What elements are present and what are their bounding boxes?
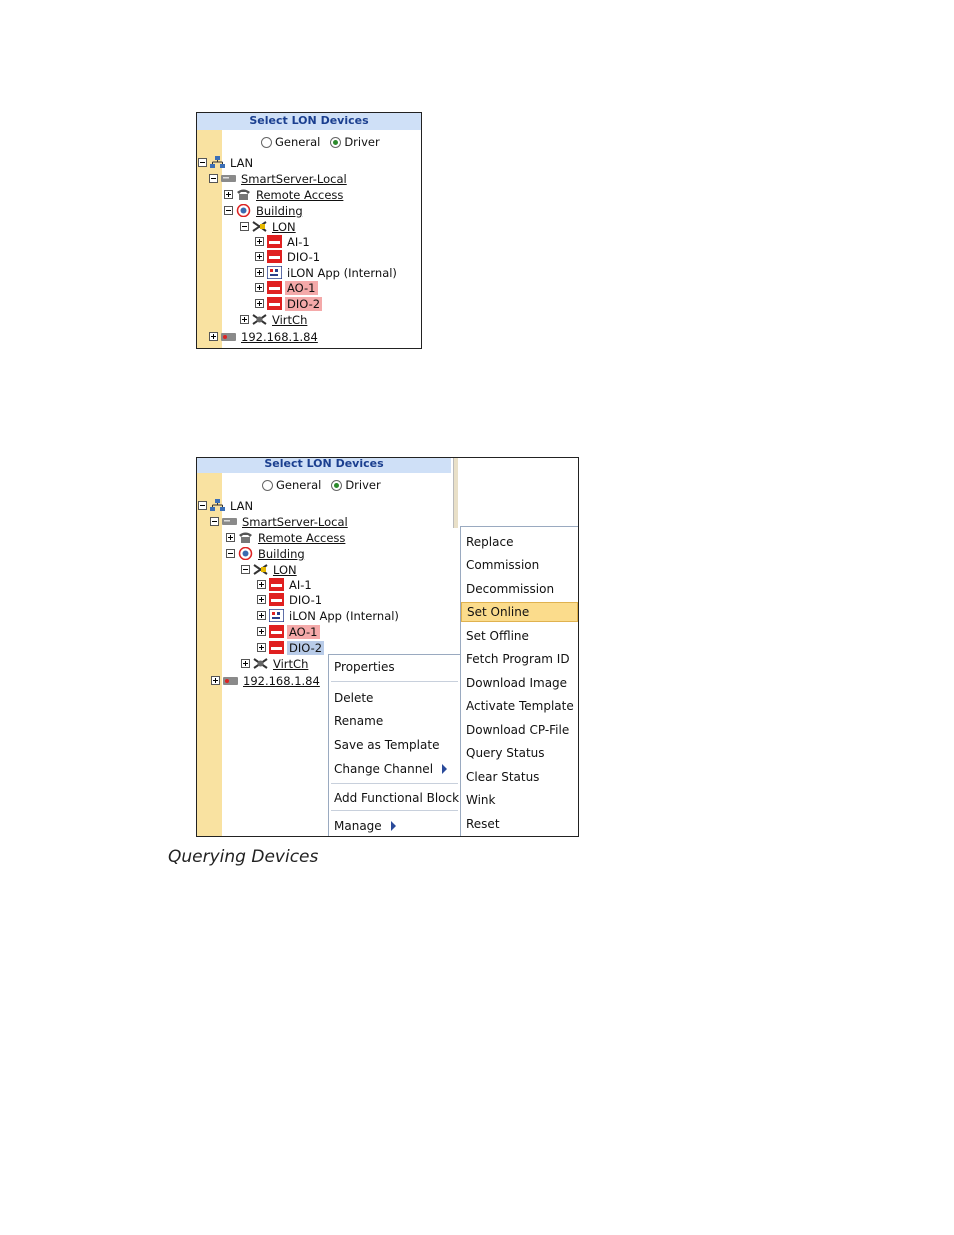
tree-label[interactable]: AO-1 (287, 280, 316, 295)
expand-toggle[interactable] (211, 676, 220, 685)
expand-toggle[interactable] (224, 190, 233, 199)
menu-item-set-offline[interactable]: Set Offline (466, 629, 529, 643)
radio-driver[interactable] (330, 135, 379, 149)
tree-node-lan[interactable] (198, 498, 255, 513)
tree-label[interactable]: LON (272, 219, 296, 234)
expand-toggle[interactable] (255, 252, 264, 261)
tree-node-dio2[interactable] (257, 640, 324, 655)
mode-radio-group (261, 135, 380, 149)
expand-toggle[interactable] (257, 627, 266, 636)
figure-caption: Querying Devices (168, 847, 319, 867)
tree-node-dio1[interactable] (257, 592, 324, 607)
tree-label[interactable]: iLON App (Internal) (287, 265, 397, 280)
tree-label[interactable]: DIO-2 (287, 296, 321, 311)
tree-label[interactable]: DIO-2 (289, 640, 323, 655)
tree-label[interactable]: DIO-1 (287, 249, 321, 264)
tree-label[interactable]: AI-1 (287, 234, 310, 249)
device-icon (267, 235, 282, 248)
tree-node-lan[interactable] (198, 155, 255, 170)
menu-item-commission[interactable]: Commission (466, 558, 540, 572)
menu-separator (331, 681, 458, 682)
radio-general-circle[interactable] (261, 137, 272, 148)
tree-label[interactable]: AI-1 (289, 577, 312, 592)
menu-item-change-channel[interactable] (329, 759, 460, 779)
tree-node-ilon-app[interactable] (257, 608, 401, 623)
tree-label[interactable]: DIO-1 (289, 592, 323, 607)
building-icon (236, 204, 251, 217)
tree-node-ip[interactable] (211, 673, 322, 688)
device-icon (267, 250, 282, 263)
network-icon (210, 156, 225, 169)
tree-node-ao1[interactable] (257, 624, 320, 639)
server-icon (221, 172, 236, 185)
menu-separator (331, 810, 458, 811)
device-icon (269, 625, 284, 638)
panel-header: Select LON Devices (197, 457, 451, 473)
expand-toggle[interactable] (257, 595, 266, 604)
tree-label[interactable]: 192.168.1.84 (241, 329, 318, 344)
radio-driver-circle[interactable] (331, 480, 342, 491)
tree-node-ao1[interactable] (255, 280, 318, 295)
collapse-toggle[interactable] (209, 174, 218, 183)
device-icon (269, 641, 284, 654)
submenu-arrow-icon (391, 821, 396, 831)
menu-item-clear-status[interactable]: Clear Status (466, 770, 540, 784)
phone-icon (236, 188, 251, 201)
radio-general-label: General (275, 135, 321, 149)
menu-item-manage[interactable] (329, 816, 460, 836)
tree-label[interactable]: LAN (230, 498, 254, 513)
radio-driver[interactable] (331, 478, 380, 492)
virtual-channel-icon (252, 313, 267, 326)
tree-node-virtch[interactable] (240, 312, 309, 327)
tree-node-ip[interactable] (209, 329, 320, 344)
expand-toggle[interactable] (209, 332, 218, 341)
app-icon (267, 266, 282, 279)
submenu-arrow-icon (442, 764, 447, 774)
tree-label[interactable]: Remote Access (256, 187, 344, 202)
expand-toggle[interactable] (255, 237, 264, 246)
tree-label[interactable]: Building (256, 203, 303, 218)
virtual-channel-icon (253, 657, 268, 670)
expand-toggle[interactable] (226, 533, 235, 542)
menu-item-reset[interactable]: Reset (466, 817, 500, 831)
tree-label[interactable]: AO-1 (289, 624, 318, 639)
menu-item-properties[interactable]: Properties (334, 660, 395, 674)
tree-gutter (197, 113, 222, 348)
expand-toggle[interactable] (255, 268, 264, 277)
menu-item-label: Change Channel (334, 762, 434, 776)
server-icon (221, 330, 236, 343)
tree-label[interactable]: LAN (230, 155, 254, 170)
radio-driver-circle[interactable] (330, 137, 341, 148)
device-icon (267, 297, 282, 310)
server-icon (223, 674, 238, 687)
collapse-toggle[interactable] (241, 565, 250, 574)
tree-label[interactable]: VirtCh (272, 312, 308, 327)
menu-item-download-image[interactable]: Download Image (466, 676, 568, 690)
radio-general[interactable] (261, 135, 320, 149)
expand-toggle[interactable] (257, 580, 266, 589)
tree-node-building[interactable] (224, 203, 305, 218)
expand-toggle[interactable] (241, 659, 250, 668)
menu-item-save-as-template[interactable]: Save as Template (334, 738, 440, 752)
tree-label[interactable]: Remote Access (258, 530, 346, 545)
collapse-toggle[interactable] (224, 206, 233, 215)
tree-label[interactable]: 192.168.1.84 (243, 673, 320, 688)
tree-label[interactable]: iLON App (Internal) (289, 608, 399, 623)
mode-radio-group (262, 478, 381, 492)
menu-item-rename[interactable]: Rename (334, 714, 384, 728)
tree-node-remote-access[interactable] (224, 187, 345, 202)
expand-toggle[interactable] (257, 643, 266, 652)
radio-driver-label: Driver (345, 478, 381, 492)
expand-toggle[interactable] (240, 315, 249, 324)
expand-toggle[interactable] (255, 283, 264, 292)
menu-item-set-online[interactable]: Set Online (461, 602, 578, 622)
tree-panel-top (196, 112, 422, 349)
panel-header: Select LON Devices (197, 113, 421, 130)
tree-label[interactable]: LON (273, 562, 297, 577)
tree-node-dio1[interactable] (255, 249, 322, 264)
menu-item-add-functional-block[interactable]: Add Functional Block (334, 791, 460, 805)
tree-node-lon[interactable] (240, 219, 298, 234)
menu-item-query-status[interactable]: Query Status (466, 746, 545, 760)
radio-driver-label: Driver (344, 135, 380, 149)
tree-node-virtch[interactable] (241, 656, 310, 671)
menu-item-decommission[interactable]: Decommission (466, 582, 555, 596)
tree-label[interactable]: VirtCh (273, 656, 309, 671)
tree-panel-bottom (196, 457, 579, 837)
tree-node-lon[interactable] (241, 562, 299, 577)
tree-node-dio2[interactable] (255, 296, 322, 311)
tree-label[interactable]: SmartServer-Local (241, 171, 347, 186)
expand-toggle[interactable] (257, 611, 266, 620)
tree-label[interactable]: SmartServer-Local (242, 514, 348, 529)
radio-general-label: General (276, 478, 322, 492)
device-icon (267, 281, 282, 294)
tree-node-remote-access[interactable] (226, 530, 347, 545)
lon-channel-icon (252, 220, 267, 233)
panel-splitter[interactable] (453, 458, 458, 528)
menu-item-delete[interactable]: Delete (334, 691, 374, 705)
collapse-toggle[interactable] (210, 517, 219, 526)
server-icon (222, 515, 237, 528)
tree-node-smartserver[interactable] (210, 514, 350, 529)
radio-general-circle[interactable] (262, 480, 273, 491)
menu-item-download-cp-file[interactable]: Download CP-File (466, 723, 570, 737)
tree-node-ilon-app[interactable] (255, 265, 399, 280)
tree-node-smartserver[interactable] (209, 171, 349, 186)
building-icon (238, 547, 253, 560)
expand-toggle[interactable] (255, 299, 264, 308)
menu-item-fetch-program-id[interactable]: Fetch Program ID (466, 652, 570, 666)
lon-channel-icon (253, 563, 268, 576)
context-menu (328, 654, 461, 837)
device-icon (269, 578, 284, 591)
menu-item-label: Manage (334, 819, 382, 833)
menu-item-activate-template[interactable]: Activate Template (466, 699, 574, 713)
manage-submenu (460, 526, 579, 837)
collapse-toggle[interactable] (240, 222, 249, 231)
tree-node-ai1[interactable] (257, 577, 314, 592)
tree-node-building[interactable] (226, 546, 307, 561)
app-icon (269, 609, 284, 622)
phone-icon (238, 531, 253, 544)
collapse-toggle[interactable] (198, 501, 207, 510)
tree-label[interactable]: Building (258, 546, 305, 561)
menu-item-replace[interactable]: Replace (466, 535, 514, 549)
network-icon (210, 499, 225, 512)
radio-general[interactable] (262, 478, 321, 492)
menu-item-wink[interactable]: Wink (466, 793, 496, 807)
menu-separator (331, 783, 458, 784)
device-icon (269, 593, 284, 606)
collapse-toggle[interactable] (198, 158, 207, 167)
collapse-toggle[interactable] (226, 549, 235, 558)
tree-node-ai1[interactable] (255, 234, 312, 249)
